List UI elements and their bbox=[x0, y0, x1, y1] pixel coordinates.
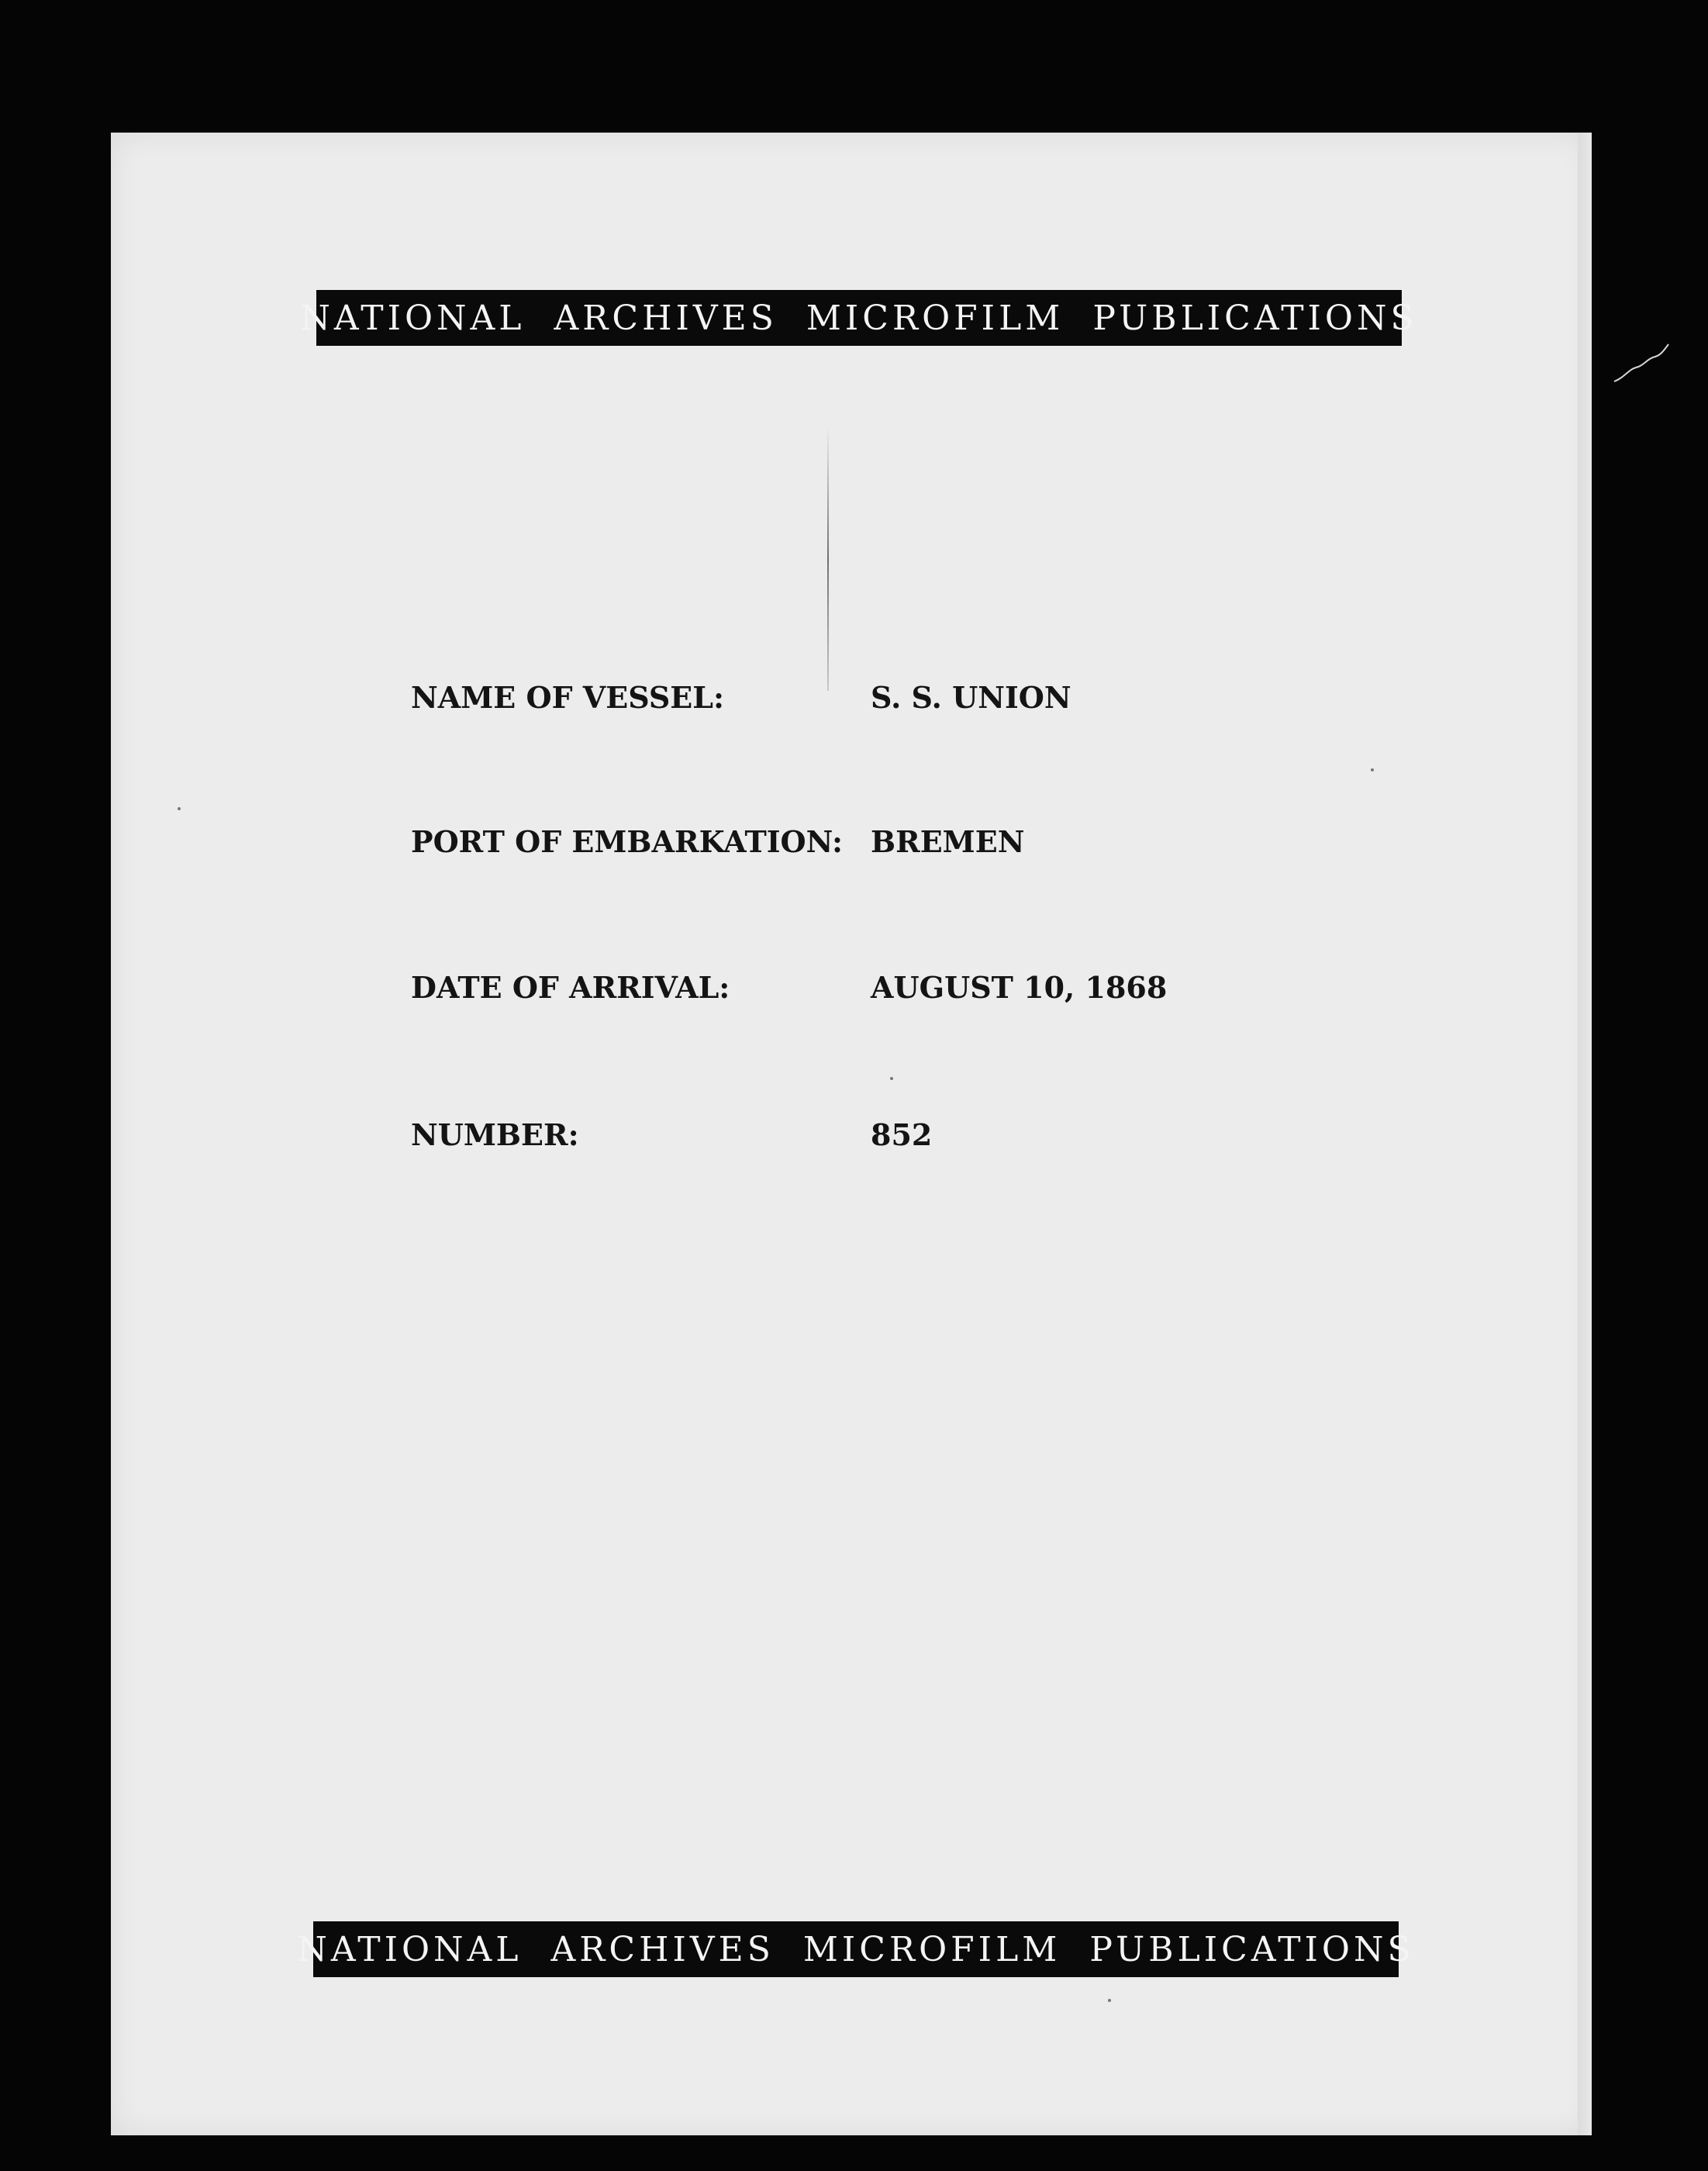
dust-speck bbox=[1371, 768, 1374, 771]
page-edge-shadow bbox=[1578, 133, 1592, 2135]
document-page bbox=[111, 133, 1592, 2135]
vessel-name-value: S. S. UNION bbox=[871, 680, 1071, 715]
port-of-embarkation-label: PORT OF EMBARKATION: bbox=[411, 824, 844, 859]
header-banner: NATIONAL ARCHIVES MICROFILM PUBLICATIONS bbox=[316, 290, 1402, 346]
film-scratch-mark bbox=[1613, 335, 1675, 389]
footer-banner: NATIONAL ARCHIVES MICROFILM PUBLICATIONS bbox=[313, 1921, 1399, 1977]
number-value: 852 bbox=[871, 1117, 933, 1152]
number-label: NUMBER: bbox=[411, 1117, 579, 1152]
port-of-embarkation-value: BREMEN bbox=[871, 824, 1025, 859]
date-of-arrival-label: DATE OF ARRIVAL: bbox=[411, 970, 730, 1005]
date-of-arrival-value: AUGUST 10, 1868 bbox=[871, 970, 1168, 1005]
dust-speck bbox=[890, 1077, 893, 1080]
dust-speck bbox=[1108, 1999, 1111, 2002]
dust-speck bbox=[178, 807, 181, 810]
film-scratch bbox=[827, 427, 829, 691]
vessel-name-label: NAME OF VESSEL: bbox=[411, 680, 724, 715]
